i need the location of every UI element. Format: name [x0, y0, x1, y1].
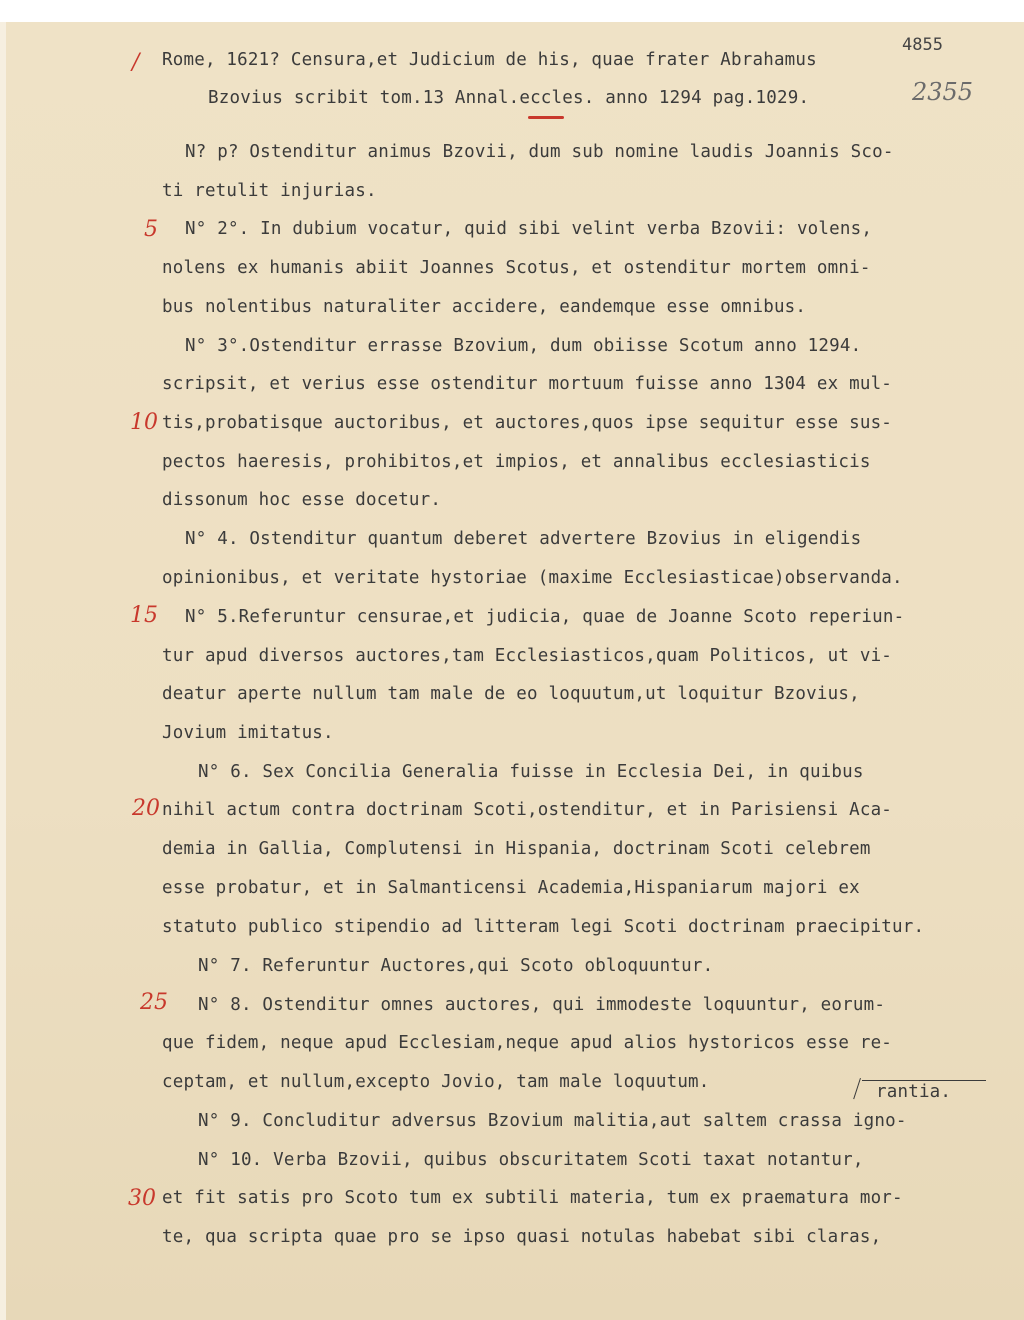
text-line: ceptam, et nullum,excepto Jovio, tam male loquutum.: [162, 1072, 710, 1092]
continuation-slash-mark: [853, 1078, 861, 1099]
margin-line-number: 25: [140, 990, 168, 1015]
text-line: que fidem, neque apud Ecclesiam,neque apud alios hystoricos esse re-: [162, 1033, 893, 1053]
text-line: N? p? Ostenditur animus Bzovii, dum sub nomine laudis Joannis Sco-: [185, 142, 894, 162]
red-underline-mark: [528, 116, 564, 119]
text-line: N° 10. Verba Bzovii, quibus obscuritatem Scoti taxat notantur,: [198, 1150, 864, 1170]
text-line: et fit satis pro Scoto tum ex subtili materia, tum ex praematura mor-: [162, 1188, 903, 1208]
margin-line-number: 10: [130, 410, 158, 435]
margin-line-number: /: [132, 50, 140, 75]
text-line: N° 5.Referuntur censurae,et judicia, quae de Joanne Scoto reperiun-: [185, 607, 905, 627]
margin-line-number: 15: [130, 603, 158, 628]
text-line: opinionibus, et veritate hystoriae (maxime Ecclesiasticae)observanda.: [162, 568, 903, 588]
text-line: N° 7. Referuntur Auctores,qui Scoto obloquuntur.: [198, 956, 714, 976]
text-line: N° 6. Sex Concilia Generalia fuisse in Ecclesia Dei, in quibus: [198, 762, 864, 782]
margin-line-number: 30: [128, 1186, 156, 1211]
text-line: nihil actum contra doctrinam Scoti,ostenditur, et in Parisiensi Aca-: [162, 800, 893, 820]
text-line: N° 3°.Ostenditur errasse Bzovium, dum obiisse Scotum anno 1294.: [185, 336, 862, 356]
text-line: statuto publico stipendio ad litteram legi Scoti doctrinam praecipitur.: [162, 917, 925, 937]
page-number: 4855: [902, 35, 943, 55]
text-line: rantia.: [876, 1082, 952, 1102]
margin-line-number: 5: [144, 217, 158, 242]
text-line: tur apud diversos auctores,tam Ecclesiasticos,quam Politicos, ut vi-: [162, 646, 893, 666]
margin-line-number: 20: [132, 796, 160, 821]
text-line: Jovium imitatus.: [162, 723, 334, 743]
text-line: deatur aperte nullum tam male de eo loquutum,ut loquitur Bzovius,: [162, 684, 860, 704]
text-line: N° 4. Ostenditur quantum deberet advertere Bzovius in eligendis: [185, 529, 862, 549]
text-line: tis,probatisque auctoribus, et auctores,quos ipse sequitur esse sus-: [162, 413, 893, 433]
text-line: ti retulit injurias.: [162, 181, 377, 201]
text-line: Bzovius scribit tom.13 Annal.eccles. anno 1294 pag.1029.: [208, 88, 810, 108]
text-line: te, qua scripta quae pro se ipso quasi notulas habebat sibi claras,: [162, 1227, 882, 1247]
text-line: N° 2°. In dubium vocatur, quid sibi velint verba Bzovii: volens,: [185, 219, 873, 239]
text-line: pectos haeresis, prohibitos,et impios, et annalibus ecclesiasticis: [162, 452, 871, 472]
pencil-annotation: 2355: [912, 78, 974, 106]
text-line: esse probatur, et in Salmanticensi Academia,Hispaniarum majori ex: [162, 878, 860, 898]
text-line: demia in Gallia, Complutensi in Hispania, doctrinam Scoti celebrem: [162, 839, 871, 859]
text-line: Rome, 1621? Censura,et Judicium de his, quae frater Abrahamus: [162, 50, 817, 70]
text-line: bus nolentibus naturaliter accidere, eandemque esse omnibus.: [162, 297, 807, 317]
scan-top-border: [0, 0, 1024, 22]
text-line: dissonum hoc esse docetur.: [162, 490, 442, 510]
text-line: N° 8. Ostenditur omnes auctores, qui immodeste loquuntur, eorum-: [198, 995, 886, 1015]
text-line: N° 9. Concluditur adversus Bzovium malitia,aut saltem crassa igno-: [198, 1111, 907, 1131]
continuation-overline: [862, 1080, 986, 1081]
text-line: nolens ex humanis abiit Joannes Scotus, et ostenditur mortem omni-: [162, 258, 871, 278]
scan-left-border: [0, 22, 6, 1320]
text-line: scripsit, et verius esse ostenditur mortuum fuisse anno 1304 ex mul-: [162, 374, 893, 394]
